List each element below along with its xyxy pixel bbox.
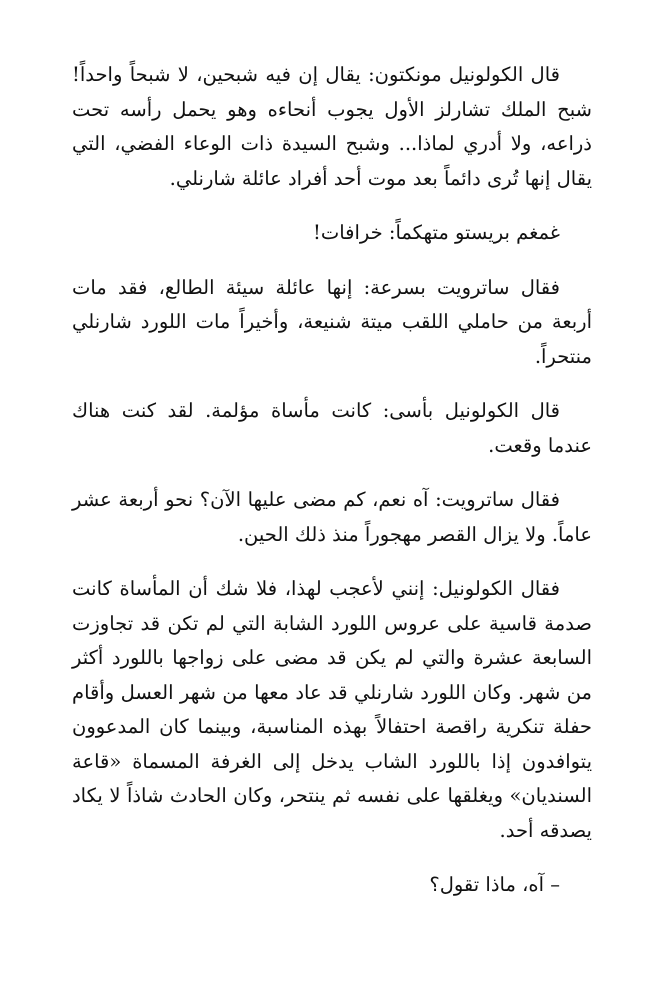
paragraph-bristow-superstitions: غمغم بريستو متهكماً: خرافات! [313, 221, 560, 244]
paragraph-satterthwaite-fourteen-years: فقال ساترويت: آه نعم، كم مضى عليها الآن؟ نحو أربعة عشر عاماً. ولا يزال القصر مهجوراً منذ ذلك الحين. [72, 488, 592, 546]
paragraph-what-do-you-say: – آه، ماذا تقول؟ [429, 873, 560, 896]
paragraph-monkton-ghosts: قال الكولونيل مونكتون: يقال إن فيه شبحين، لا شبحاً واحداً! شبح الملك تشارلز الأول يجوب أنحاءه وهو يحمل رأسه تحت ذراعه، ولا أدري لماذا... وشبح السيدة ذات الوعاء الفضي، التي يقال إنها تُرى دائماً بعد موت أحد أفراد عائلة شارنلي. [72, 63, 592, 190]
paragraph-colonel-bride-story: فقال الكولونيل: إنني لأعجب لهذا، فلا شك أن المأساة كانت صدمة قاسية على عروس اللورد الشابة التي لم تكن قد تجاوزت السابعة عشرة والتي لم يكن قد مضى على زواجها باللورد أكثر من شهر. وكان اللورد شارنلي قد عاد معها من شهر العسل وأقام حفلة تنكرية راقصة احتفالاً بهذه المناسبة، وبينما كان المدعوون يتوافدون إذا باللورد الشاب يدخل إلى الغرفة المسماة «قاعة السنديان» ويغلقها على نفسه ثم ينتحر، وكان الحادث شاذاً لا يكاد يصدقه أحد. [72, 577, 592, 842]
paragraph-satterthwaite-ill-fated-family: فقال ساترويت بسرعة: إنها عائلة سيئة الطالع، فقد مات أربعة من حاملي اللقب ميتة شنيعة، وأخيراً مات اللورد شارنلي منتحراً. [72, 275, 592, 368]
book-page-text [72, 58, 592, 903]
paragraph-colonel-tragedy: قال الكولونيل بأسى: كانت مأساة مؤلمة. لقد كنت هناك عندما وقعت. [72, 399, 592, 457]
